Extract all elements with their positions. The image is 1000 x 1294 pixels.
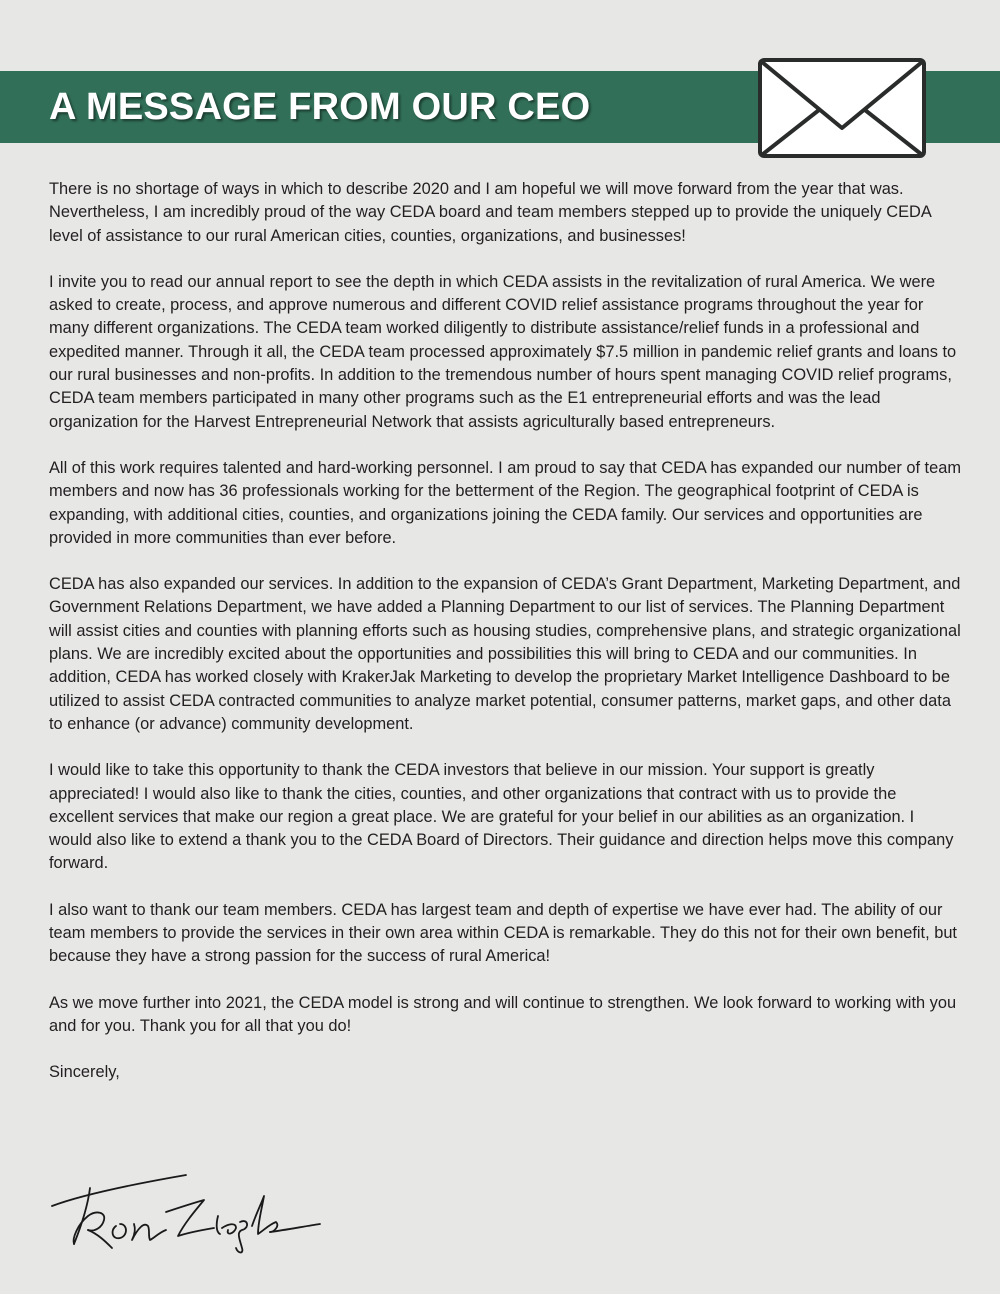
paragraph: CEDA has also expanded our services. In addition to the expansion of CEDA’s Grant Department, Marketing Department, and Government Relations Department, we have added a Planning Department to our list of services. The Planning Department will assist cities and counties with planning efforts such as housing studies, comprehensive plans, and strategic organizational plans. We are incredibly excited about the opportunities and possibilities this will bring to CEDA and our communities. In addition, CEDA has worked closely with KrakerJak Marketing to develop the proprietary Market Intelligence Dashboard to be utilized to assist CEDA contracted communities to analyze market potential, consumer patterns, market gaps, and other data to enhance (or advance) community development. — [49, 575, 961, 733]
paragraph: All of this work requires talented and hard-working personnel. I am proud to say that CEDA has expanded our number of team members and now has 36 professionals working for the betterment of the Region. The geographical footprint of CEDA is expanding, with additional cities, counties, and organizations joining the CEDA family. Our services and opportunities are provided in more communities than ever before. — [49, 458, 962, 547]
paragraph: There is no shortage of ways in which to describe 2020 and I am hopeful we will move forward from the year that was. Nevertheless, I am incredibly proud of the way CEDA board and team members stepped up to provide the uniquely CEDA level of assistance to our rural American cities, counties, organizations, and businesses! — [49, 180, 931, 245]
letter-body — [49, 178, 961, 1108]
paragraph: I also want to thank our team members. CEDA has largest team and depth of expertise we have ever had. The ability of our team members to provide the services in their own area within CEDA is remarkable. They do this not for their own benefit, but because they have a strong passion for the success of rural America! — [49, 900, 957, 966]
envelope-icon — [753, 54, 931, 162]
signature-image — [44, 1166, 324, 1256]
paragraph: I invite you to read our annual report to see the depth in which CEDA assists in the revitalization of rural America. We were asked to create, process, and approve numerous and different COVID relief assistance programs throughout the year for many different organizations. The CEDA team worked diligently to distribute assistance/relief funds in a professional and expedited manner. Through it all, the CEDA team processed approximately $7.5 million in pandemic relief grants and loans to our rural businesses and non-profits. In addition to the tremendous number of hours spent managing COVID relief programs, CEDA team members participated in many other programs such as the E1 entrepreneurial efforts and was the lead organization for the Harvest Entrepreneurial Network that assists agriculturally based entrepreneurs. — [49, 272, 957, 431]
paragraph: As we move further into 2021, the CEDA model is strong and will continue to strengthen. We look forward to working with you and for you. Thank you for all that you do! — [49, 993, 957, 1035]
paragraph: I would like to take this opportunity to thank the CEDA investors that believe in our mission. Your support is greatly appreciated! I would also like to thank the cities, counties, and other organizations that contract with us to provide the excellent services that make our region a great place. We are grateful for your belief in our abilities as an organization. I would also like to extend a thank you to the CEDA Board of Directors. Their guidance and direction helps move this company forward. — [49, 761, 954, 873]
page-title: A MESSAGE FROM OUR CEO — [49, 86, 591, 128]
closing-salutation: Sincerely, — [49, 1063, 120, 1082]
